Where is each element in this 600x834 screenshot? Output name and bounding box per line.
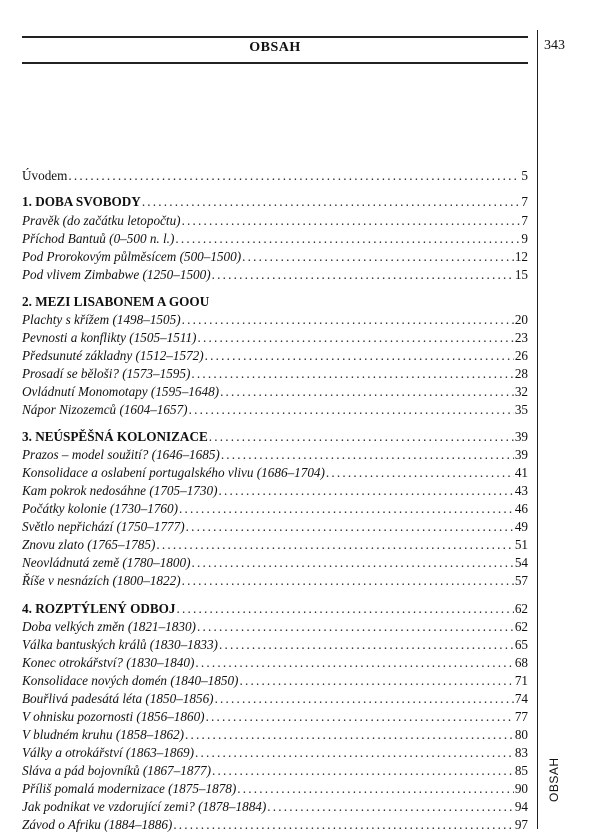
leader-dots [197, 329, 513, 347]
toc-entry-title: 3. NEÚSPĚŠNÁ KOLONIZACE [22, 429, 208, 444]
leader-dots [205, 347, 514, 365]
toc-entry-page: 62 [514, 619, 528, 634]
toc-entry[interactable] [22, 572, 528, 590]
toc-entry-title: Sláva a pád bojovníků (1867–1877) [22, 763, 211, 778]
toc-entry[interactable] [22, 482, 528, 500]
toc-entry-page: 9 [521, 231, 528, 246]
toc-entry[interactable] [22, 708, 528, 726]
toc-entry[interactable] [22, 798, 528, 816]
toc-entry-title: Kam pokrok nedosáhne (1705–1730) [22, 483, 218, 498]
toc-entry-title: Bouřlivá padesátá léta (1850–1856) [22, 691, 214, 706]
toc-entry-title: Pod vlivem Zimbabwe (1250–1500) [22, 267, 211, 282]
leader-dots [326, 464, 514, 482]
toc-entry-title: Světlo nepřichází (1750–1777) [22, 519, 185, 534]
toc-entry-title: 1. DOBA SVOBODY [22, 194, 141, 209]
toc-entry-title: Prazos – model soužití? (1646–1685) [22, 447, 220, 462]
leader-dots [209, 428, 514, 446]
toc-entry-page: 94 [514, 799, 528, 814]
toc-entry-page: 71 [514, 673, 528, 688]
leader-dots [237, 780, 514, 798]
toc-entry-title: Předsunuté základny (1512–1572) [22, 348, 204, 363]
toc-entry-title: Počátky kolonie (1730–1760) [22, 501, 179, 516]
toc-entry[interactable] [22, 554, 528, 572]
toc-entry[interactable] [22, 780, 528, 798]
leader-dots [186, 518, 514, 536]
leader-dots [219, 636, 514, 654]
toc-entry[interactable] [22, 816, 528, 834]
leader-dots [191, 554, 513, 572]
toc-entry-title: 4. ROZPTÝLENÝ ODBOJ [22, 601, 176, 616]
toc-entry-title: Plachty s křížem (1498–1505) [22, 312, 181, 327]
toc-entry[interactable] [22, 383, 528, 401]
toc-entry-title: Pravěk (do začátku letopočtu) [22, 213, 181, 228]
toc-entry-title: Nápor Nizozemců (1604–1657) [22, 402, 188, 417]
toc-entry-title: Konec otrokářství? (1830–1840) [22, 655, 195, 670]
leader-dots [189, 401, 514, 419]
toc-entry-title: Příliš pomalá modernizace (1875–1878) [22, 781, 237, 796]
toc-entry-page: 23 [514, 330, 528, 345]
toc-entry-page: 41 [514, 465, 528, 480]
leader-dots [182, 572, 514, 590]
toc-entry-title: Ovládnutí Monomotapy (1595–1648) [22, 384, 220, 399]
leader-dots [179, 500, 514, 518]
toc-chapter-entry[interactable] [22, 428, 528, 446]
toc-entry-page: 80 [514, 727, 528, 742]
toc-entry-page: 39 [514, 447, 528, 462]
toc-entry[interactable] [22, 762, 528, 780]
leader-dots [182, 212, 521, 230]
header-bottom-rule [22, 62, 528, 64]
toc-entry[interactable] [22, 329, 528, 347]
toc-entry-page: 97 [514, 817, 528, 832]
toc-entry[interactable] [22, 500, 528, 518]
toc-entry[interactable] [22, 365, 528, 383]
toc-entry-title: V bludném kruhu (1858–1862) [22, 727, 185, 742]
leader-dots [212, 266, 514, 284]
toc-entry-page: 7 [521, 194, 528, 209]
toc-entry-page: 65 [514, 637, 528, 652]
toc-entry-title: Válka bantuských králů (1830–1833) [22, 637, 218, 652]
toc-entry-title: Doba velkých změn (1821–1830) [22, 619, 196, 634]
toc-entry-title: Pod Prorokovým půlměsícem (500–1500) [22, 249, 242, 264]
toc-entry[interactable] [22, 690, 528, 708]
toc-chapter-entry[interactable] [22, 293, 528, 311]
leader-dots [177, 600, 514, 618]
toc-entry[interactable] [22, 518, 528, 536]
toc-entry-page: 28 [514, 366, 528, 381]
leader-dots [215, 690, 514, 708]
toc-entry-page: 35 [514, 402, 528, 417]
toc-entry-title: Prosadí se běloši? (1573–1595) [22, 366, 191, 381]
toc-entry-page: 54 [514, 555, 528, 570]
toc-entry-page: 51 [514, 537, 528, 552]
toc-entry-page: 7 [521, 213, 528, 228]
toc-entry[interactable] [22, 266, 528, 284]
toc-entry-page: 5 [521, 168, 528, 183]
toc-entry-page: 26 [514, 348, 528, 363]
toc-entry-page: 46 [514, 501, 528, 516]
margin-rule [537, 30, 538, 829]
toc-entry-title: Říše v nesnázích (1800–1822) [22, 573, 181, 588]
toc-entry[interactable] [22, 446, 528, 464]
leader-dots [185, 726, 514, 744]
toc-entry[interactable] [22, 618, 528, 636]
toc-entry[interactable] [22, 726, 528, 744]
leader-dots [212, 762, 514, 780]
toc-entry-title: Konsolidace a oslabení portugalského vlivu (1686–1704) [22, 465, 325, 480]
toc-entry-page: 85 [514, 763, 528, 778]
toc-entry-title: Jak podnikat ve vzdorující zemi? (1878–1884) [22, 799, 267, 814]
leader-dots [191, 365, 513, 383]
toc-entry-title: Úvodem [22, 168, 68, 183]
toc-entry-page: 77 [514, 709, 528, 724]
leader-dots [242, 248, 514, 266]
toc-entry-page: 39 [514, 429, 528, 444]
toc-entry[interactable] [22, 167, 528, 185]
leader-dots [221, 446, 514, 464]
toc-entry-page: 90 [514, 781, 528, 796]
toc-entry-title: Války a otrokářství (1863–1869) [22, 745, 195, 760]
leader-dots [142, 193, 521, 211]
toc-entry-page: 74 [514, 691, 528, 706]
toc-entry-title: V ohnisku pozornosti (1856–1860) [22, 709, 205, 724]
leader-dots [197, 618, 514, 636]
toc-entry[interactable] [22, 464, 528, 482]
toc-entry-title: Neovládnutá země (1780–1800) [22, 555, 191, 570]
toc-entry-title: Závod o Afriku (1884–1886) [22, 817, 173, 832]
leader-dots [182, 311, 514, 329]
toc-entry-title: Pevnosti a konflikty (1505–1511) [22, 330, 197, 345]
leader-dots [239, 672, 513, 690]
leader-dots [173, 816, 514, 834]
toc-entry[interactable] [22, 654, 528, 672]
leader-dots [218, 482, 513, 500]
leader-dots [267, 798, 514, 816]
toc-entry-page: 15 [514, 267, 528, 282]
toc-chapter-entry[interactable] [22, 193, 528, 211]
toc-entry-title: Konsolidace nových domén (1840–1850) [22, 673, 239, 688]
leader-dots [156, 536, 513, 554]
toc-entry[interactable] [22, 401, 528, 419]
toc-entry-page: 62 [514, 601, 528, 616]
toc-entry[interactable] [22, 212, 528, 230]
toc-entry-page: 68 [514, 655, 528, 670]
leader-dots [206, 708, 514, 726]
toc-entry[interactable] [22, 230, 528, 248]
toc-entry-page: 57 [514, 573, 528, 588]
leader-dots [195, 654, 513, 672]
leader-dots [220, 383, 514, 401]
leader-dots [195, 744, 514, 762]
page-number: 343 [544, 38, 565, 53]
toc-entry-page: 83 [514, 745, 528, 760]
toc-entry[interactable] [22, 744, 528, 762]
header-top-rule [22, 36, 528, 38]
toc-entry-page: 12 [514, 249, 528, 264]
toc-entry-title: Příchod Bantuů (0–500 n. l.) [22, 231, 175, 246]
leader-dots [68, 167, 520, 185]
toc-entry-title: Znovu zlato (1765–1785) [22, 537, 156, 552]
toc-entry[interactable] [22, 672, 528, 690]
toc-entry-page: 20 [514, 312, 528, 327]
toc-entry[interactable] [22, 311, 528, 329]
toc-entry[interactable] [22, 248, 528, 266]
side-running-title: OBSAH [547, 757, 561, 802]
toc-entry-page: 43 [514, 483, 528, 498]
toc-entry[interactable] [22, 347, 528, 365]
toc-entry[interactable] [22, 536, 528, 554]
toc-entry-page: 49 [514, 519, 528, 534]
leader-dots [175, 230, 520, 248]
toc-chapter-entry[interactable] [22, 600, 528, 618]
toc-entry-page: 32 [514, 384, 528, 399]
toc-entry[interactable] [22, 636, 528, 654]
page-title: OBSAH [249, 40, 301, 55]
toc-entry-title: 2. MEZI LISABONEM A GOOU [22, 294, 210, 309]
